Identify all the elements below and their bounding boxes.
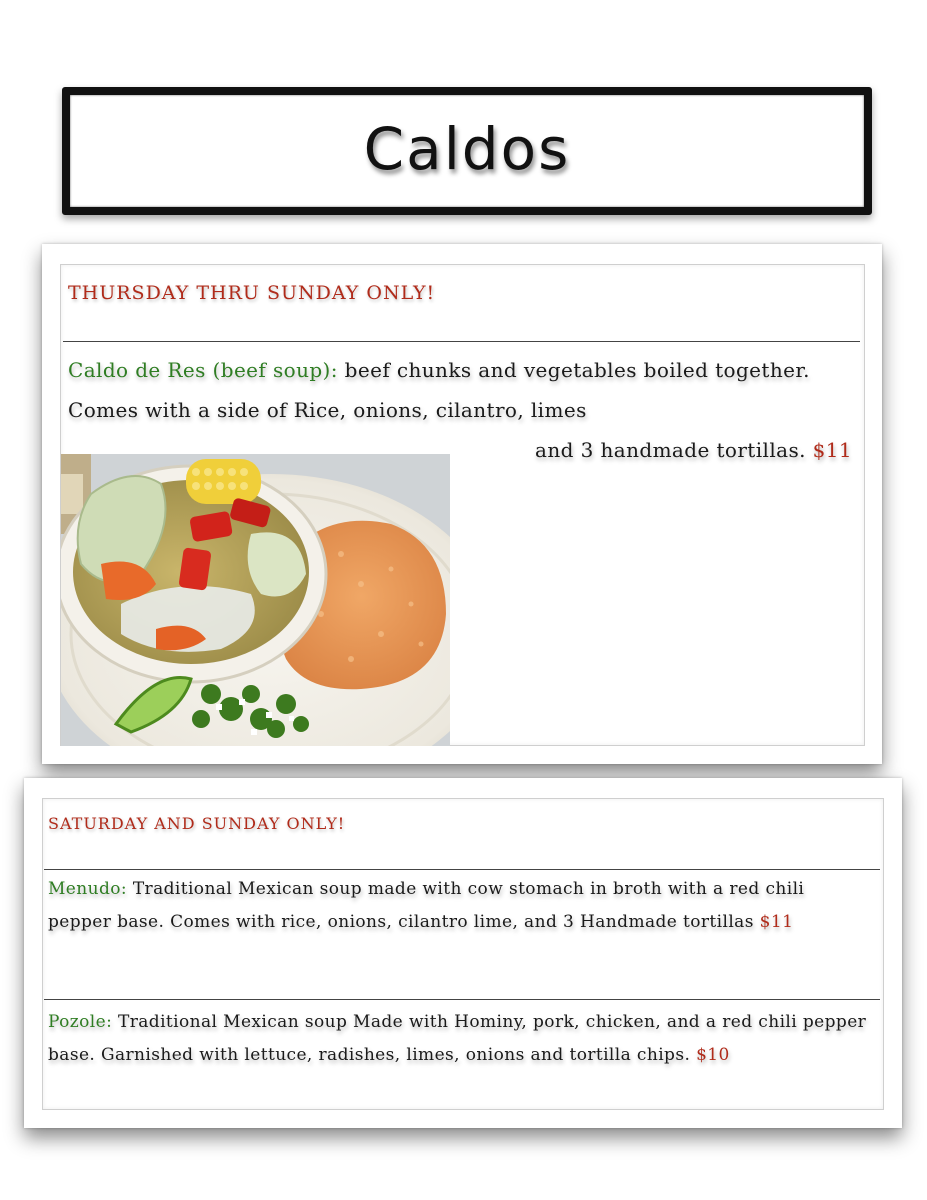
menu-item-pozole [48,1006,868,1072]
availability-note-saturday-sunday: SATURDAY AND SUNDAY ONLY! [48,814,346,833]
item-price: $11 [812,438,852,462]
divider [44,869,880,870]
page-title: Caldos [363,115,571,183]
divider [44,999,880,1000]
item-price: $11 [759,912,794,932]
item-description: Traditional Mexican soup made with cow stomach in broth with a red chili pepper base. Comes with rice, onions, cilantro lime, and 3 Handmade tortillas [48,879,805,932]
item-price: $10 [696,1045,730,1065]
caldo-de-res-photo [61,454,450,746]
divider [63,341,860,342]
item-name: Pozole: [48,1012,113,1032]
availability-note-thursday-sunday: THURSDAY THRU SUNDAY ONLY! [68,282,436,304]
item-name: Caldo de Res (beef soup): [68,358,338,382]
item-description: Traditional Mexican soup Made with Hominy, pork, chicken, and a red chili pepper base. Garnished with lettuce, radishes, limes, onions and tortilla chips. [48,1012,867,1065]
title-banner [62,87,872,215]
item-name: Menudo: [48,879,128,899]
item-description: beef chunks and vegetables boiled together. Comes with a side of Rice, onions, cilantro, limes [68,358,810,422]
menu-item-caldo-de-res [68,350,858,470]
item-description-tail: and 3 handmade tortillas. [535,438,813,462]
menu-item-menudo [48,873,868,939]
